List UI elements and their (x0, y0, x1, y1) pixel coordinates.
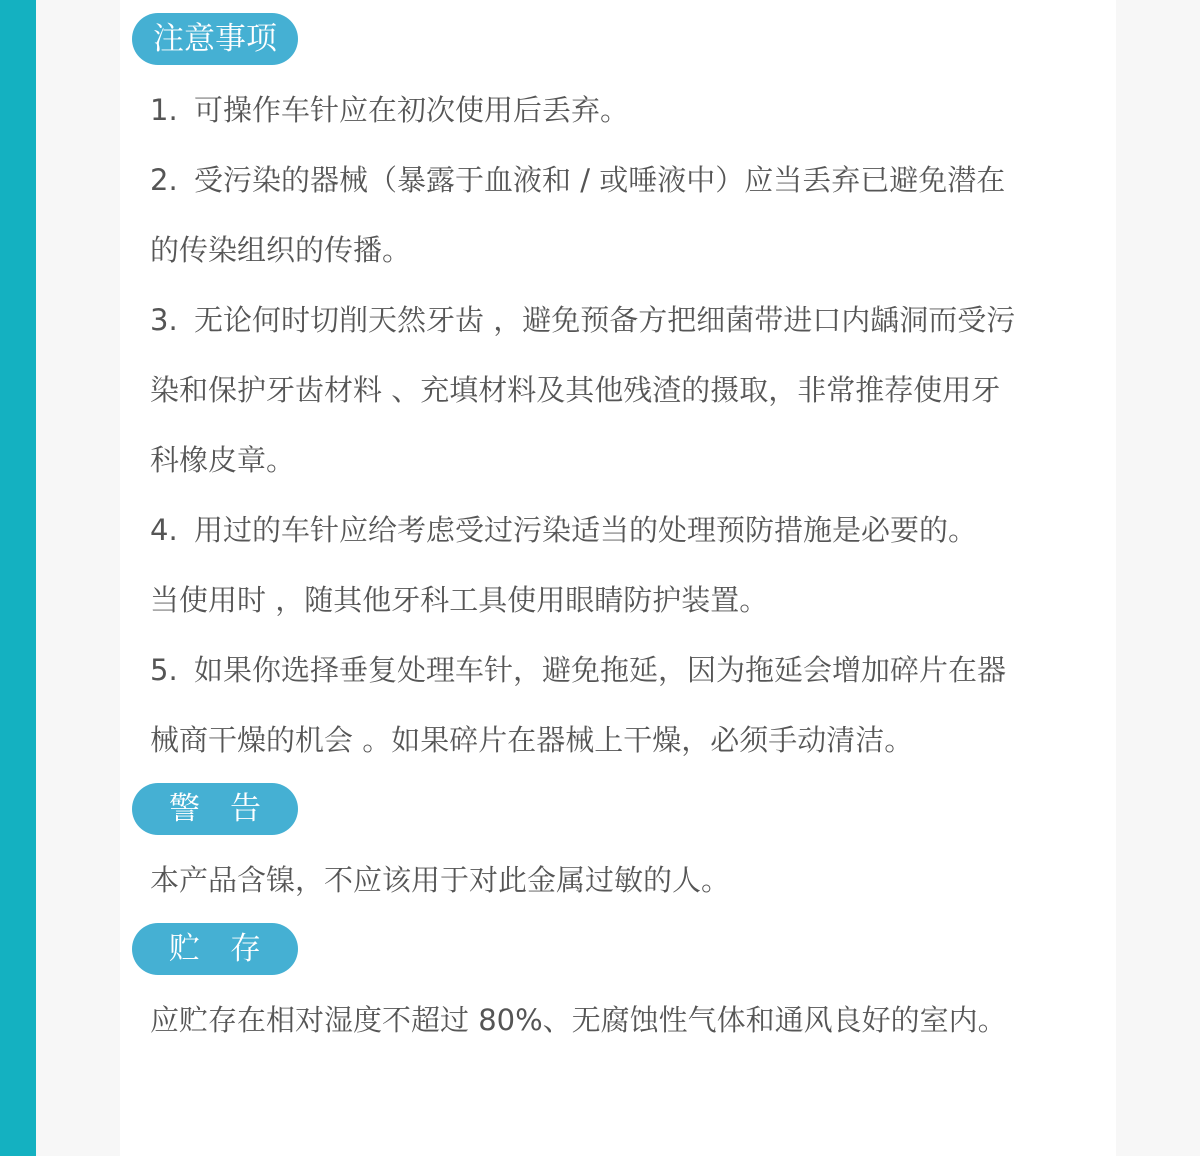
precaution-line-continued: 科橡皮章。 (150, 443, 296, 477)
precautions-heading: 注意事项 (132, 13, 298, 65)
precaution-line-continued: 染和保护牙齿材料 、充填材料及其他残渣的摄取，非常推荐使用牙 (150, 373, 1001, 407)
precaution-number: 4. (150, 513, 178, 547)
precaution-line: 用过的车针应给考虑受过污染适当的处理预防措施是必要的。 (194, 513, 978, 547)
warning-text: 本产品含镍，不应该用于对此金属过敏的人。 (150, 863, 731, 897)
precaution-item-5 (150, 635, 1006, 705)
precaution-line: 无论何时切削天然牙齿 ，避免预备方把细菌带进口内龋洞而受污 (194, 303, 1016, 337)
precaution-line: 可操作车针应在初次使用后丢弃。 (194, 93, 630, 127)
side-accent-bar (0, 0, 36, 1156)
precaution-item-4 (150, 495, 977, 565)
precaution-number: 1. (150, 93, 178, 127)
precaution-number: 2. (150, 163, 178, 197)
precaution-line: 如果你选择垂复处理车针，避免拖延，因为拖延会增加碎片在器 (194, 653, 1007, 687)
precaution-line-continued: 当使用时 ，随其他牙科工具使用眼睛防护装置。 (150, 583, 769, 617)
precaution-line: 受污染的器械（暴露于血液和 / 或唾液中）应当丢弃已避免潜在 (194, 163, 1006, 197)
precaution-number: 3. (150, 303, 178, 337)
storage-text: 应贮存在相对湿度不超过 80%、无腐蚀性气体和通风良好的室内。 (150, 1003, 1007, 1037)
precaution-line-continued: 械商干燥的机会 。如果碎片在器械上干燥，必须手动清洁。 (150, 723, 914, 757)
precaution-line-continued: 的传染组织的传播。 (150, 233, 412, 267)
precaution-item-3 (150, 285, 1015, 355)
precaution-item-2 (150, 145, 1005, 215)
precaution-item-1 (150, 75, 629, 145)
storage-heading: 贮存 (132, 923, 298, 975)
precaution-number: 5. (150, 653, 178, 687)
warning-heading: 警告 (132, 783, 298, 835)
